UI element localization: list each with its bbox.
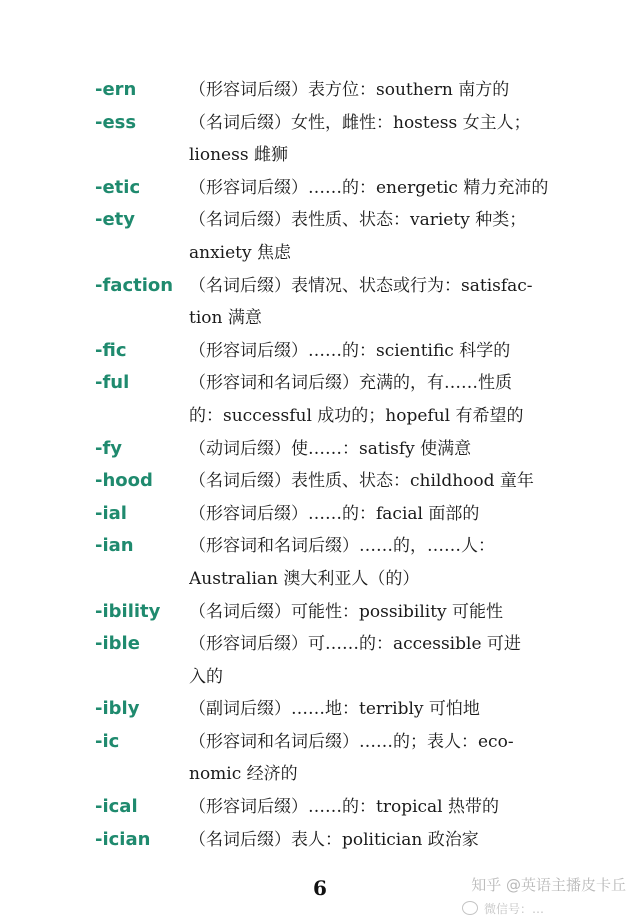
definition-line: 的：successful 成功的；hopeful 有希望的 — [189, 405, 524, 426]
suffix-definition — [189, 693, 551, 726]
page-number: 6 — [313, 876, 327, 900]
definition-line: （形容词和名词后缀）……的，……人： — [189, 536, 495, 557]
suffix-entry — [0, 628, 640, 693]
suffix-definition — [189, 433, 551, 466]
definition-line: tion 满意 — [189, 308, 262, 329]
suffix-entry — [0, 367, 640, 432]
suffix-entry — [0, 172, 640, 205]
definition-line: （形容词后缀）可……的：accessible 可进 — [189, 634, 521, 655]
suffix-entry — [0, 204, 640, 269]
definition-line: （形容词后缀）……的：scientific 科学的 — [189, 340, 511, 361]
definition-line: （形容词后缀）……的：energetic 精力充沛的 — [189, 177, 549, 198]
definition-line: （名词后缀）表性质、状态：variety 种类； — [189, 210, 527, 231]
suffix-definition — [189, 270, 551, 335]
suffix-entry — [0, 596, 640, 629]
suffix-term: -ern — [95, 79, 137, 100]
suffix-definition — [189, 465, 551, 498]
suffix-term: -fic — [95, 339, 127, 361]
definition-line: （形容词后缀）表方位：southern 南方的 — [189, 80, 510, 100]
suffix-term: -ful — [95, 372, 130, 394]
suffix-definition — [189, 367, 551, 432]
suffix-term: -ibly — [95, 698, 140, 720]
suffix-term: -fy — [95, 437, 123, 459]
suffix-entry — [0, 498, 640, 531]
suffix-entry — [0, 693, 640, 726]
suffix-entry — [0, 791, 640, 824]
suffix-definition — [189, 172, 551, 205]
suffix-entry — [0, 270, 640, 335]
suffix-definition — [189, 791, 551, 824]
suffix-term: -hood — [95, 470, 153, 492]
suffix-term: -ible — [95, 633, 140, 655]
suffix-entry-list — [0, 74, 640, 856]
definition-line: （名词后缀）表人：politician 政治家 — [189, 829, 479, 850]
definition-line: （形容词和名词后缀）……的；表人：eco- — [189, 731, 514, 752]
suffix-entry — [0, 335, 640, 368]
definition-line: anxiety 焦虑 — [189, 242, 292, 263]
definition-line: （动词后缀）使……：satisfy 使满意 — [189, 438, 472, 459]
suffix-term: -ess — [95, 111, 137, 133]
definition-line: lioness 雌狮 — [189, 145, 288, 166]
suffix-definition — [189, 74, 551, 107]
suffix-term: -ical — [95, 796, 138, 818]
suffix-entry — [0, 726, 640, 791]
suffix-term: -ian — [95, 535, 134, 557]
suffix-term: -faction — [95, 274, 174, 296]
suffix-entry — [0, 530, 640, 595]
suffix-term: -ibility — [95, 600, 161, 622]
definition-line: nomic 经济的 — [189, 764, 298, 785]
watermark-secondary — [462, 900, 544, 917]
definition-line: （形容词后缀）……的：facial 面部的 — [189, 503, 480, 524]
suffix-entry — [0, 107, 640, 172]
watermark: 知乎 @英语主播皮卡丘 — [471, 876, 626, 894]
definition-line: （形容词和名词后缀）充满的，有……性质 — [189, 373, 512, 394]
definition-line: （名词后缀）表性质、状态：childhood 童年 — [189, 471, 534, 492]
suffix-definition — [189, 107, 551, 172]
suffix-term: -ety — [95, 209, 136, 231]
suffix-definition — [189, 596, 551, 629]
suffix-term: -etic — [95, 176, 141, 198]
suffix-term: -ial — [95, 502, 127, 524]
suffix-entry — [0, 433, 640, 466]
definition-line: （名词后缀）女性，雌性：hostess 女主人； — [189, 112, 531, 133]
definition-line: （形容词后缀）……的：tropical 热带的 — [189, 797, 500, 818]
suffix-definition — [189, 335, 551, 368]
wechat-icon — [462, 901, 478, 915]
definition-line: Australian 澳大利亚人（的） — [189, 568, 420, 589]
suffix-entry — [0, 824, 640, 857]
suffix-definition — [189, 204, 551, 269]
definition-line: （名词后缀）可能性：possibility 可能性 — [189, 601, 504, 622]
suffix-definition — [189, 498, 551, 531]
suffix-term: -ician — [95, 828, 151, 850]
suffix-definition — [189, 530, 551, 595]
suffix-entry — [0, 74, 640, 107]
watermark-secondary-text: 微信号：… — [484, 902, 545, 916]
suffix-definition — [189, 726, 551, 791]
suffix-definition — [189, 628, 551, 693]
definition-line: （副词后缀）……地：terribly 可怕地 — [189, 699, 480, 720]
suffix-term: -ic — [95, 730, 120, 752]
definition-line: （名词后缀）表情况、状态或行为：satisfac- — [189, 275, 533, 296]
definition-line: 入的 — [189, 666, 223, 687]
suffix-definition — [189, 824, 551, 857]
suffix-entry — [0, 465, 640, 498]
